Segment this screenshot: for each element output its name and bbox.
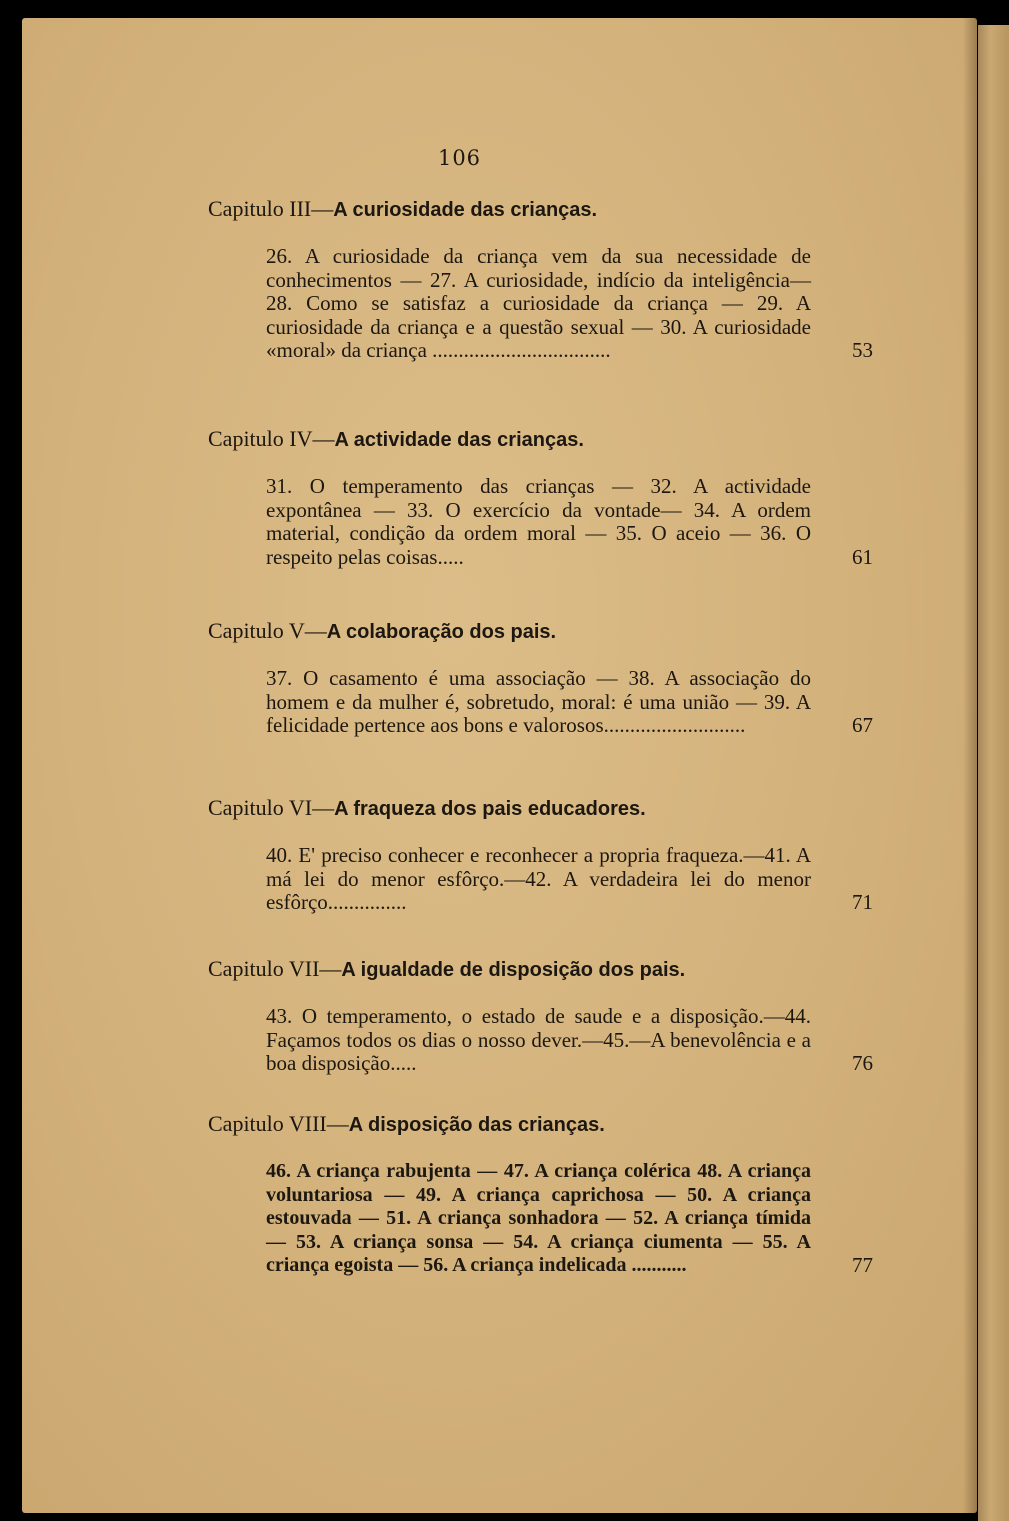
chapter-4 [208,426,873,569]
chapter-7 [208,956,873,1076]
page-reference: 67 [852,713,873,737]
chapter-summary [266,244,873,363]
page-reference: 71 [852,890,873,914]
chapter-5 [208,618,873,738]
chapter-label: Capitulo IV— [208,426,335,451]
chapter-title: A disposição das crianças. [348,1114,605,1136]
summary-text: 40. E' preciso conhecer e reconhecer a propria fraqueza.—41. A má lei do menor esfôrço.—42. A verdadeira lei do menor esfôrço............... [266,843,811,914]
chapter-heading [208,196,873,223]
chapter-summary [266,1004,873,1076]
chapter-title: A colaboração dos pais. [326,621,557,643]
chapter-3 [208,196,873,363]
chapter-title: A actividade das crianças. [334,429,584,451]
summary-text: 46. A criança rabujenta — 47. A criança colérica 48. A criança voluntariosa — 49. A criança caprichosa — 50. A criança estouvada — 51. A criança sonhadora — 52. A criança tímida — 53. A criança sonsa — 54. A criança ciumenta — 55. A criança egoista — 56. A criança indelicada ........... [266,1160,811,1276]
chapter-heading [208,795,873,822]
chapter-summary [266,474,873,569]
page-reference: 53 [852,338,873,362]
summary-text: 43. O temperamento, o estado de saude e a disposição.—44. Façamos todos os dias o nosso dever.—45.—A benevolência e a boa disposição..... [266,1004,811,1075]
spine-shadow [963,18,977,1513]
chapter-label: Capitulo VIII— [208,1111,349,1136]
page-reference: 77 [852,1253,873,1277]
chapter-heading [208,1111,873,1138]
chapter-heading [208,956,873,983]
adjacent-page-edge [978,25,1009,1521]
chapter-title: A curiosidade das crianças. [333,199,598,221]
chapter-title: A fraqueza dos pais educadores. [334,798,646,820]
chapter-title: A igualdade de disposição dos pais. [341,959,686,981]
page-reference: 76 [852,1051,873,1075]
summary-text: 37. O casamento é uma associação — 38. A associação do homem e da mulher é, sobretudo, moral: é uma união — 39. A felicidade pertence aos bons e valorosos........................... [266,666,811,737]
chapter-8 [208,1111,873,1278]
book-page [22,18,977,1513]
summary-text: 26. A curiosidade da criança vem da sua necessidade de conhecimentos — 27. A curiosidade, indício da inteligência—28. Como se satisfaz a curiosidade da criança — 29. A curiosidade da criança e a questão sexual — 30. A curiosidade «moral» da criança .................................. [266,244,811,362]
chapter-label: Capitulo III— [208,196,334,221]
chapter-heading [208,618,873,645]
chapter-6 [208,795,873,915]
chapter-summary [266,666,873,738]
chapter-heading [208,426,873,453]
chapter-summary [266,1160,873,1278]
summary-text: 31. O temperamento das crianças — 32. A actividade expontânea — 33. O exercício da vontade— 34. A ordem material, condição da ordem moral — 35. O aceio — 36. O respeito pelas coisas..... [266,474,811,569]
page-number: 106 [437,146,482,170]
page-reference: 61 [852,544,873,569]
chapter-label: Capitulo VI— [208,795,335,820]
chapter-summary [266,843,873,915]
chapter-label: Capitulo VII— [208,956,342,981]
chapter-label: Capitulo V— [208,618,327,643]
